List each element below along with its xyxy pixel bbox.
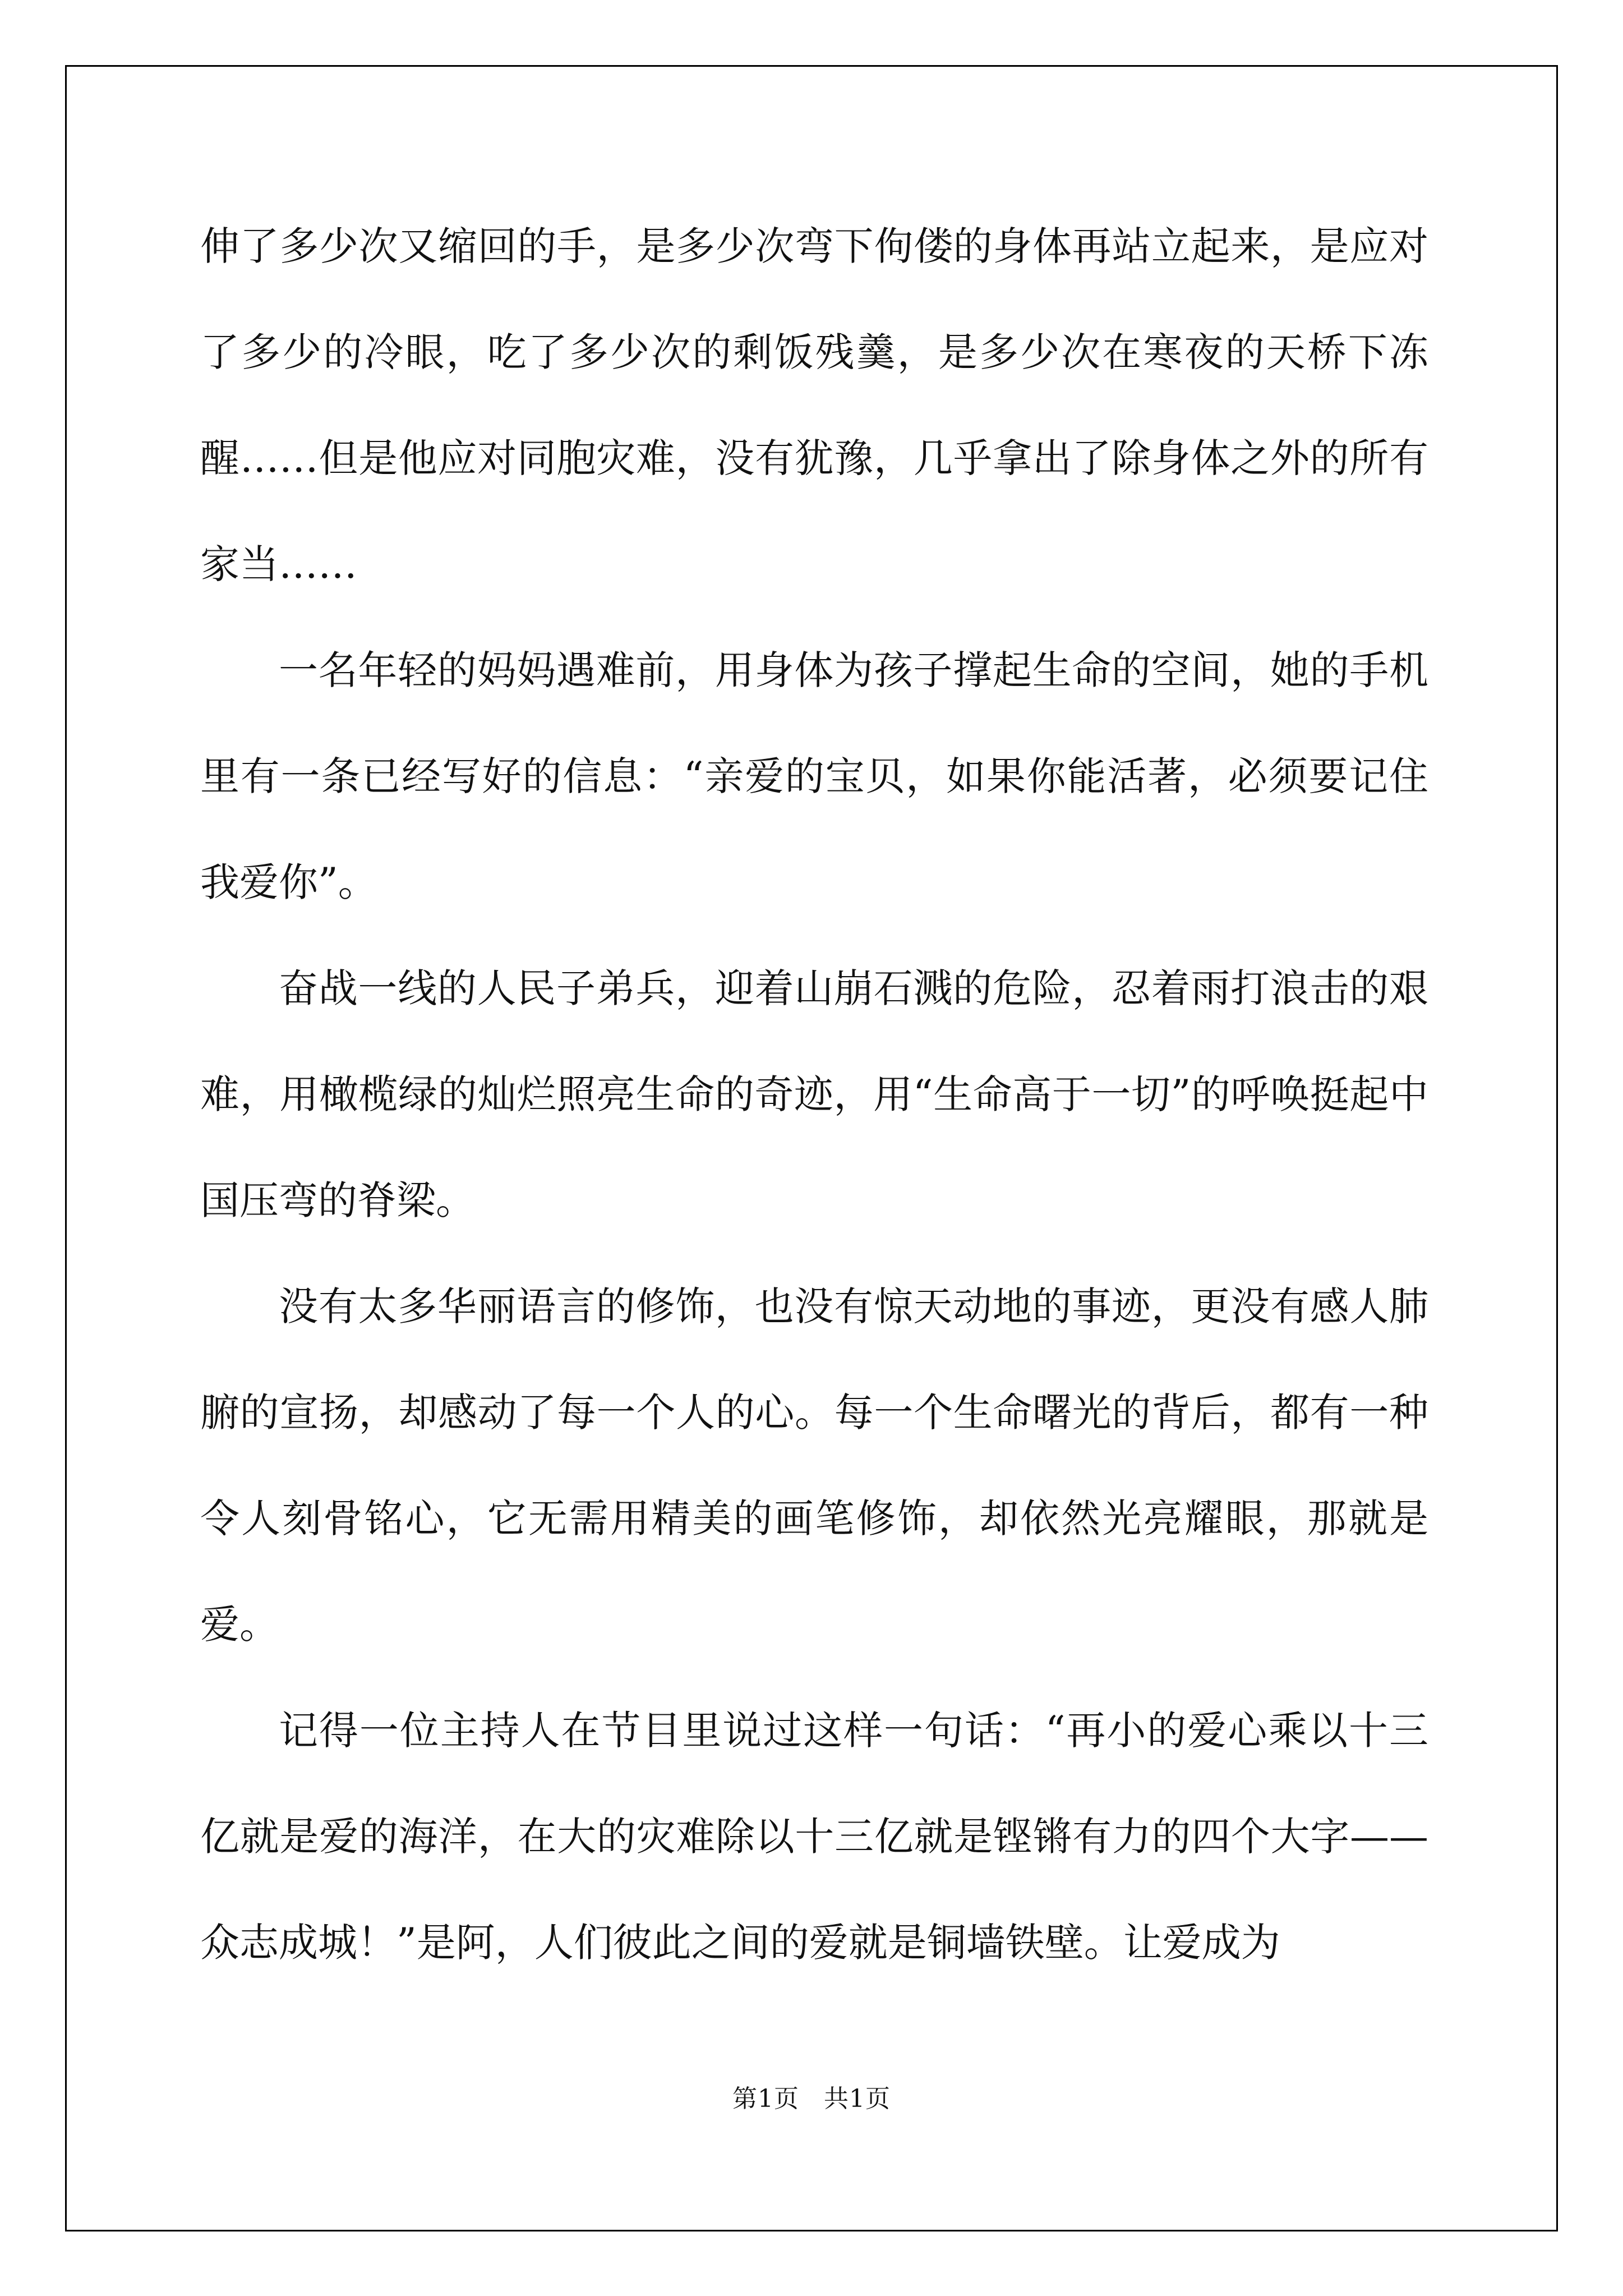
document-body — [200, 194, 1428, 1996]
paragraph: 一名年轻的妈妈遇难前，用身体为孩子撑起生命的空间，她的手机里有一条已经写好的信息：“亲爱的宝贝，如果你能活著，必须要记住我爱你”。 — [200, 647, 1428, 905]
paragraph: 奋战一线的人民子弟兵，迎着山崩石溅的危险，忍着雨打浪击的艰难，用橄榄绿的灿烂照亮生命的奇迹，用“生命高于一切”的呼唤挺起中国压弯的脊梁。 — [200, 965, 1428, 1223]
paragraph: 没有太多华丽语言的修饰，也没有惊天动地的事迹，更没有感人肺腑的宣扬，却感动了每一个人的心。每一个生命曙光的背后，都有一种令人刻骨铭心，它无需用精美的画笔修饰，却依然光亮耀眼，那就是爱。 — [200, 1283, 1428, 1648]
page-footer — [0, 2078, 1623, 2114]
paragraph: 记得一位主持人在节目里说过这样一句话：“再小的爱心乘以十三亿就是爱的海洋，在大的灾难除以十三亿就是铿锵有力的四个大字——众志成城！”是阿，人们彼此之间的爱就是铜墙铁壁。让爱成为 — [200, 1708, 1428, 1966]
page-number: 第1页 — [732, 2085, 799, 2113]
paragraph: 伸了多少次又缩回的手，是多少次弯下佝偻的身体再站立起来，是应对了多少的冷眼，吃了多少次的剩饭残羹，是多少次在寒夜的天桥下冻醒……但是他应对同胞灾难，没有犹豫，几乎拿出了除身体之外的所有家当…… — [200, 223, 1428, 587]
page-total: 共1页 — [824, 2085, 891, 2113]
